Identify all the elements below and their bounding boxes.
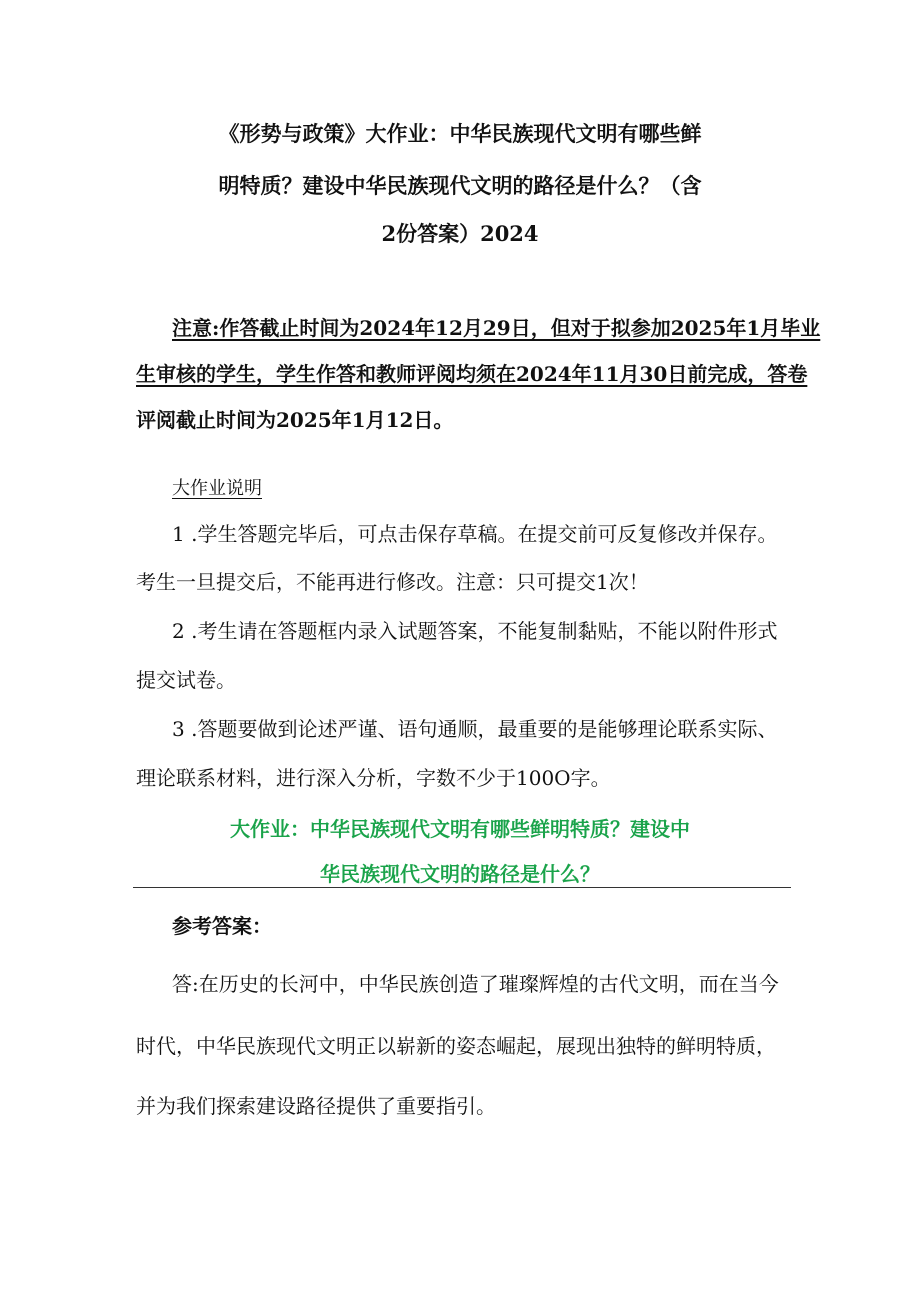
question-line-2: 华民族现代文明的路径是什么？: [320, 862, 600, 886]
notice-line-3: 评阅截止时间为2025年1月12日。: [136, 408, 454, 432]
instruction-3-line-1: 3 .答题要做到论述严谨、语句通顺，最重要的是能够理论联系实际、: [172, 717, 778, 741]
question-line-1: 大作业：中华民族现代文明有哪些鲜明特质？建设中: [230, 817, 690, 841]
instruction-3-line-2: 理论联系材料，进行深入分析，字数不少于100O字。: [136, 766, 611, 790]
instruction-1-line-2: 考生一旦提交后，不能再进行修改。注意：只可提交1次！: [136, 570, 649, 594]
notice-line-1: 注意:作答截止时间为2024年12月29日，但对于拟参加2025年1月毕业: [172, 316, 821, 340]
doc-title-line-2: 明特质？建设中华民族现代文明的路径是什么？（含: [218, 173, 702, 198]
doc-title-line-3: 2份答案）2024: [381, 221, 539, 246]
answer-line-2: 时代，中华民族现代文明正以崭新的姿态崛起，展现出独特的鲜明特质，: [136, 1034, 776, 1058]
answer-label: 参考答案：: [172, 914, 272, 938]
answer-line-1: 答:在历史的长河中，中华民族创造了璀璨辉煌的古代文明，而在当今: [172, 972, 779, 996]
instruction-1-line-1: 1 .学生答题完毕后，可点击保存草稿。在提交前可反复修改并保存。: [172, 522, 778, 546]
notice-line-2: 生审核的学生，学生作答和教师评阅均须在2024年11月30日前完成，答卷: [136, 362, 808, 386]
instructions-heading: 大作业说明: [172, 478, 262, 499]
instruction-2-line-1: 2 .考生请在答题框内录入试题答案，不能复制黏贴，不能以附件形式: [172, 619, 778, 643]
instruction-2-line-2: 提交试卷。: [136, 668, 236, 692]
doc-title-line-1: 《形势与政策》大作业：中华民族现代文明有哪些鲜: [218, 121, 702, 146]
section-divider: [133, 887, 791, 888]
answer-line-3: 并为我们探索建设路径提供了重要指引。: [136, 1094, 496, 1118]
